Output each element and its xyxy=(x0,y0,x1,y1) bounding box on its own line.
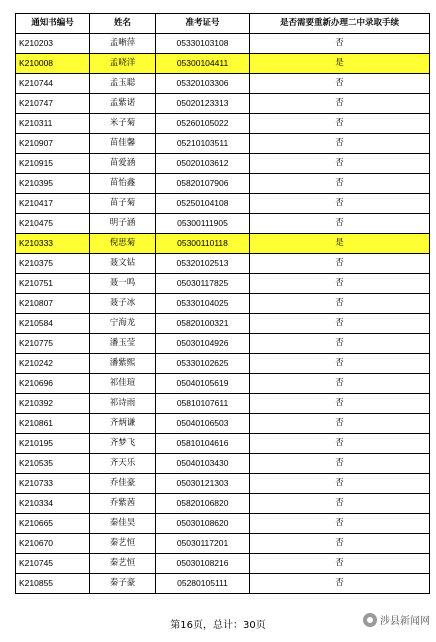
cell-notice-id: K210311 xyxy=(16,114,90,134)
table-row xyxy=(16,414,430,434)
cell-exam-number: 05030108620 xyxy=(156,514,250,534)
table-row xyxy=(16,534,430,554)
table-row xyxy=(16,174,430,194)
cell-exam-number: 05210103511 xyxy=(156,134,250,154)
cell-exam-number: 05030104926 xyxy=(156,334,250,354)
admission-table xyxy=(15,13,430,594)
table-row xyxy=(16,474,430,494)
cell-notice-id: K210195 xyxy=(16,434,90,454)
cell-notice-id: K210855 xyxy=(16,574,90,594)
header-exam-number: 准考证号 xyxy=(156,14,250,34)
cell-exam-number: 05030121303 xyxy=(156,474,250,494)
cell-reprocess: 否 xyxy=(250,154,430,174)
cell-exam-number: 05810107611 xyxy=(156,394,250,414)
cell-reprocess: 否 xyxy=(250,354,430,374)
cell-exam-number: 05320103306 xyxy=(156,74,250,94)
table-row xyxy=(16,434,430,454)
cell-reprocess: 否 xyxy=(250,534,430,554)
table-row xyxy=(16,334,430,354)
table-row xyxy=(16,254,430,274)
cell-reprocess: 否 xyxy=(250,574,430,594)
cell-name: 齐天乐 xyxy=(90,454,156,474)
cell-exam-number: 05820107906 xyxy=(156,174,250,194)
cell-notice-id: K210375 xyxy=(16,254,90,274)
cell-reprocess: 是 xyxy=(250,234,430,254)
cell-reprocess: 否 xyxy=(250,434,430,454)
table-row xyxy=(16,154,430,174)
table-row xyxy=(16,494,430,514)
cell-notice-id: K210907 xyxy=(16,134,90,154)
cell-notice-id: K210745 xyxy=(16,554,90,574)
cell-name: 秦艺恒 xyxy=(90,554,156,574)
table-header-row xyxy=(16,14,430,34)
wechat-icon xyxy=(363,613,377,627)
table-row xyxy=(16,214,430,234)
table-row xyxy=(16,134,430,154)
table-row xyxy=(16,314,430,334)
cell-reprocess: 否 xyxy=(250,134,430,154)
cell-name: 苗爱涵 xyxy=(90,154,156,174)
cell-name: 潘玉莹 xyxy=(90,334,156,354)
cell-exam-number: 05810104616 xyxy=(156,434,250,454)
cell-notice-id: K210584 xyxy=(16,314,90,334)
table-row xyxy=(16,574,430,594)
table-row xyxy=(16,554,430,574)
cell-reprocess: 是 xyxy=(250,54,430,74)
cell-name: 乔紫茜 xyxy=(90,494,156,514)
cell-exam-number: 05020103612 xyxy=(156,154,250,174)
cell-name: 秦子豪 xyxy=(90,574,156,594)
cell-exam-number: 05020123313 xyxy=(156,94,250,114)
table-row xyxy=(16,114,430,134)
cell-name: 苗佳馨 xyxy=(90,134,156,154)
cell-exam-number: 05250104108 xyxy=(156,194,250,214)
cell-name: 孟玉聪 xyxy=(90,74,156,94)
cell-exam-number: 05280105111 xyxy=(156,574,250,594)
cell-notice-id: K210861 xyxy=(16,414,90,434)
cell-reprocess: 否 xyxy=(250,214,430,234)
cell-name: 齐炳谦 xyxy=(90,414,156,434)
cell-exam-number: 05320102513 xyxy=(156,254,250,274)
cell-reprocess: 否 xyxy=(250,314,430,334)
cell-notice-id: K210392 xyxy=(16,394,90,414)
cell-exam-number: 05330104025 xyxy=(156,294,250,314)
table-row xyxy=(16,354,430,374)
cell-reprocess: 否 xyxy=(250,454,430,474)
cell-notice-id: K210242 xyxy=(16,354,90,374)
table-row xyxy=(16,374,430,394)
cell-reprocess: 否 xyxy=(250,294,430,314)
cell-notice-id: K210203 xyxy=(16,34,90,54)
cell-exam-number: 05030117825 xyxy=(156,274,250,294)
header-name: 姓名 xyxy=(90,14,156,34)
header-notice-id: 通知书编号 xyxy=(16,14,90,34)
cell-name: 孟晰萍 xyxy=(90,34,156,54)
cell-notice-id: K210733 xyxy=(16,474,90,494)
cell-name: 孟晓洋 xyxy=(90,54,156,74)
cell-exam-number: 05820106820 xyxy=(156,494,250,514)
cell-exam-number: 05040106503 xyxy=(156,414,250,434)
cell-notice-id: K210807 xyxy=(16,294,90,314)
table-row xyxy=(16,294,430,314)
cell-reprocess: 否 xyxy=(250,334,430,354)
table-row xyxy=(16,234,430,254)
cell-name: 明子涵 xyxy=(90,214,156,234)
table-row xyxy=(16,274,430,294)
cell-reprocess: 否 xyxy=(250,554,430,574)
cell-name: 祁佳瑄 xyxy=(90,374,156,394)
cell-exam-number: 05300111905 xyxy=(156,214,250,234)
cell-notice-id: K210751 xyxy=(16,274,90,294)
cell-exam-number: 05030117201 xyxy=(156,534,250,554)
cell-reprocess: 否 xyxy=(250,194,430,214)
table-row xyxy=(16,94,430,114)
cell-reprocess: 否 xyxy=(250,74,430,94)
cell-notice-id: K210915 xyxy=(16,154,90,174)
header-reprocess: 是否需要重新办理二中录取手续 xyxy=(250,14,430,34)
cell-name: 秦佳昊 xyxy=(90,514,156,534)
cell-name: 苗怡鑫 xyxy=(90,174,156,194)
cell-notice-id: K210395 xyxy=(16,174,90,194)
table-row xyxy=(16,74,430,94)
cell-exam-number: 05330103108 xyxy=(156,34,250,54)
cell-reprocess: 否 xyxy=(250,254,430,274)
cell-exam-number: 05300110118 xyxy=(156,234,250,254)
cell-reprocess: 否 xyxy=(250,94,430,114)
table-row xyxy=(16,514,430,534)
cell-reprocess: 否 xyxy=(250,414,430,434)
cell-name: 聂子冰 xyxy=(90,294,156,314)
cell-name: 聂一鸣 xyxy=(90,274,156,294)
cell-reprocess: 否 xyxy=(250,394,430,414)
cell-reprocess: 否 xyxy=(250,174,430,194)
cell-reprocess: 否 xyxy=(250,374,430,394)
cell-notice-id: K210696 xyxy=(16,374,90,394)
cell-exam-number: 05820100321 xyxy=(156,314,250,334)
cell-name: 齐梦飞 xyxy=(90,434,156,454)
cell-name: 祁诗雨 xyxy=(90,394,156,414)
cell-exam-number: 05330102625 xyxy=(156,354,250,374)
cell-exam-number: 05260105022 xyxy=(156,114,250,134)
cell-exam-number: 05030108216 xyxy=(156,554,250,574)
watermark xyxy=(363,612,430,627)
cell-notice-id: K210744 xyxy=(16,74,90,94)
table-row xyxy=(16,34,430,54)
cell-name: 乔佳豪 xyxy=(90,474,156,494)
cell-exam-number: 05040105619 xyxy=(156,374,250,394)
page-footer: 第16页，总计：30页 xyxy=(170,620,266,631)
cell-notice-id: K210333 xyxy=(16,234,90,254)
table-body xyxy=(16,34,430,594)
cell-notice-id: K210008 xyxy=(16,54,90,74)
cell-name: 潘紫熙 xyxy=(90,354,156,374)
cell-notice-id: K210775 xyxy=(16,334,90,354)
cell-notice-id: K210417 xyxy=(16,194,90,214)
cell-reprocess: 否 xyxy=(250,514,430,534)
cell-notice-id: K210334 xyxy=(16,494,90,514)
cell-notice-id: K210670 xyxy=(16,534,90,554)
table-row xyxy=(16,194,430,214)
cell-name: 米子菊 xyxy=(90,114,156,134)
cell-name: 聂文钻 xyxy=(90,254,156,274)
cell-notice-id: K210475 xyxy=(16,214,90,234)
watermark-text: 涉县新闻网 xyxy=(380,616,430,627)
cell-exam-number: 05300104411 xyxy=(156,54,250,74)
cell-reprocess: 否 xyxy=(250,34,430,54)
cell-notice-id: K210665 xyxy=(16,514,90,534)
cell-reprocess: 否 xyxy=(250,114,430,134)
cell-name: 苗子菊 xyxy=(90,194,156,214)
table-row xyxy=(16,454,430,474)
admission-table-sheet xyxy=(15,13,429,594)
cell-exam-number: 05040103430 xyxy=(156,454,250,474)
cell-reprocess: 否 xyxy=(250,494,430,514)
cell-name: 秦艺恒 xyxy=(90,534,156,554)
cell-reprocess: 否 xyxy=(250,474,430,494)
cell-name: 孟紫诺 xyxy=(90,94,156,114)
cell-notice-id: K210535 xyxy=(16,454,90,474)
table-row xyxy=(16,54,430,74)
cell-name: 宁海龙 xyxy=(90,314,156,334)
cell-notice-id: K210747 xyxy=(16,94,90,114)
cell-name: 倪思菊 xyxy=(90,234,156,254)
table-row xyxy=(16,394,430,414)
cell-reprocess: 否 xyxy=(250,274,430,294)
